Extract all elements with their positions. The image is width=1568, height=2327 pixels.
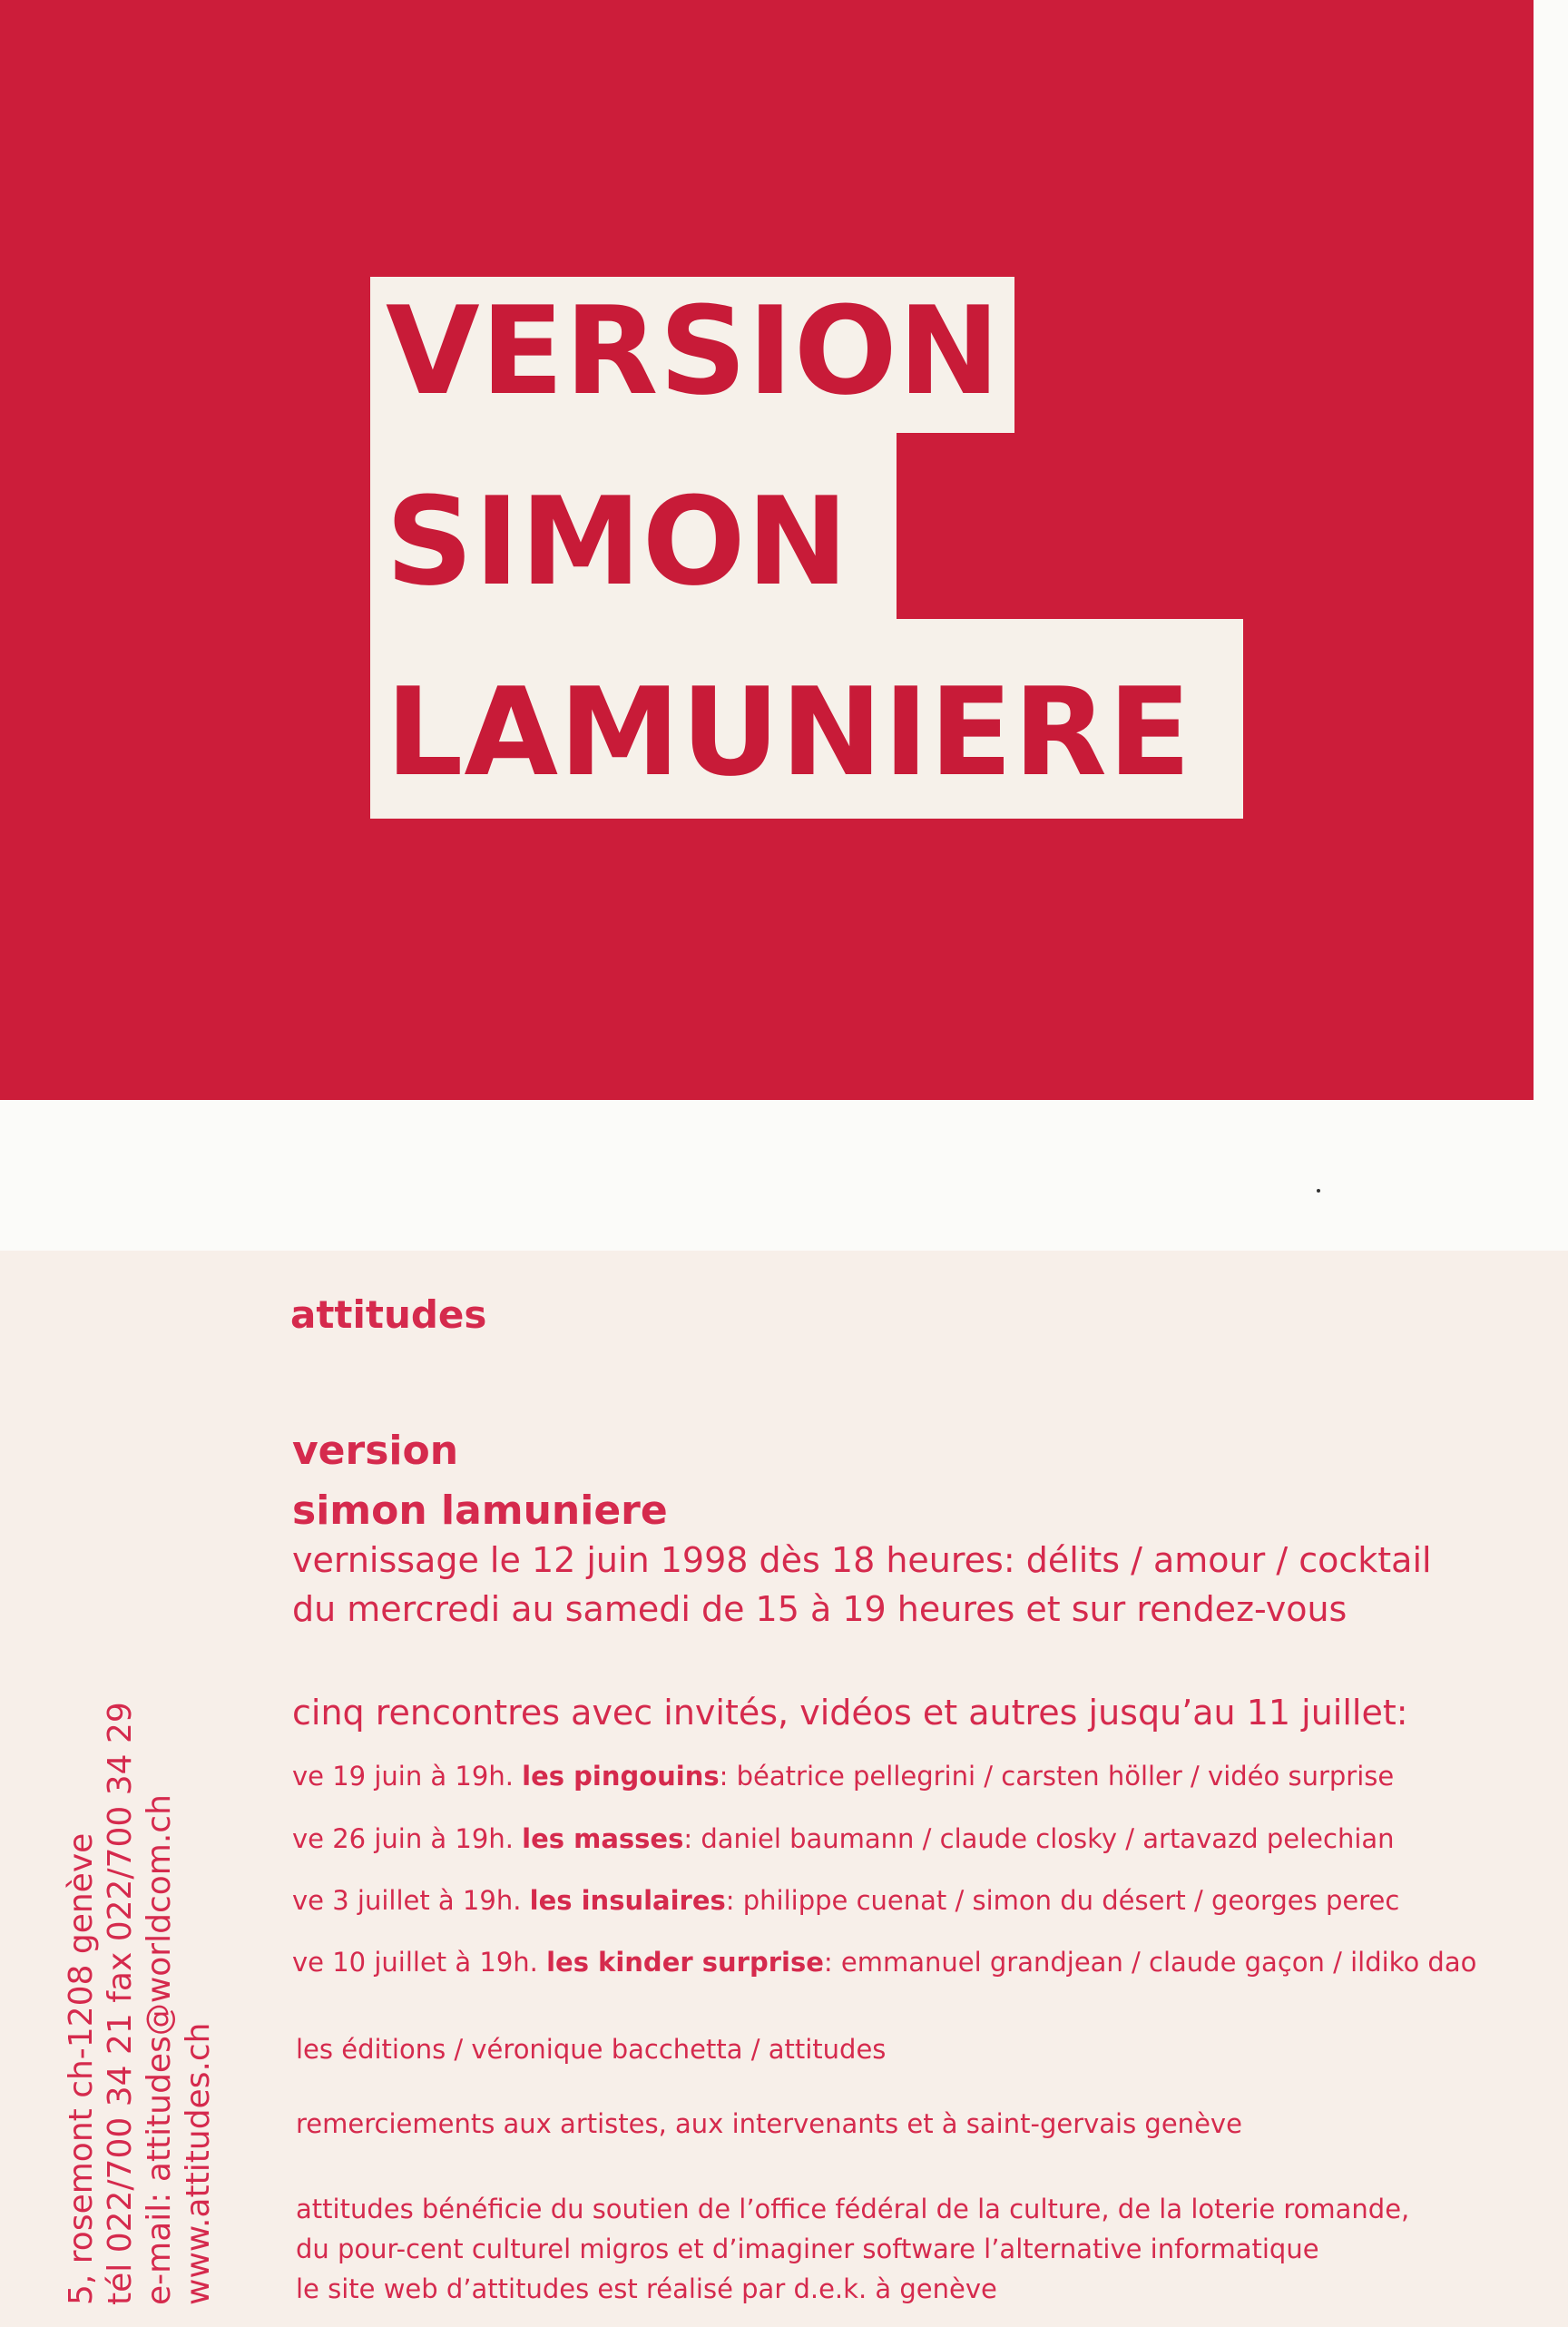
invitation-card — [0, 1251, 1568, 2327]
address-website: www.attitudes.ch — [180, 2022, 217, 2305]
address-street: 5, rosemont ch-1208 genève — [63, 1832, 100, 2305]
event-date: ve 26 juin à 19h. — [292, 1823, 514, 1854]
support-line: le site web d’attitudes est réalisé par d.e.k. à genève — [296, 2273, 997, 2304]
event-item — [292, 1823, 1395, 1854]
event-theme: les masses — [522, 1823, 684, 1854]
event-date: ve 10 juillet à 19h. — [292, 1947, 538, 1978]
event-guests: : béatrice pellegrini / carsten höller / vidéo surprise — [719, 1761, 1395, 1792]
editions-credit: les éditions / véronique bacchetta / attitudes — [296, 2034, 887, 2065]
event-date: ve 19 juin à 19h. — [292, 1761, 514, 1792]
exhibit-title-line: simon lamuniere — [292, 1488, 668, 1534]
publisher-name: attitudes — [290, 1292, 487, 1337]
event-guests: : emmanuel grandjean / claude gaçon / ildiko dao — [823, 1947, 1477, 1978]
event-guests: : daniel baumann / claude closky / artavazd pelechian — [683, 1823, 1395, 1854]
exhibit-title-line: version — [292, 1428, 459, 1474]
event-item — [292, 1949, 1476, 1976]
event-theme: les kinder surprise — [546, 1947, 824, 1978]
event-theme: les pingouins — [522, 1761, 720, 1792]
opening-info: vernissage le 12 juin 1998 dès 18 heures: délits / amour / cocktail — [292, 1540, 1432, 1580]
event-guests: : philippe cuenat / simon du désert / georges perec — [725, 1885, 1400, 1916]
title-line: LAMUNIERE — [386, 662, 1192, 803]
title-block — [0, 0, 1534, 1100]
exhibit-title — [292, 1421, 668, 1541]
event-item — [292, 1763, 1394, 1790]
front-card — [0, 0, 1534, 1100]
series-intro: cinq rencontres avec invités, vidéos et autres jusqu’au 11 juillet: — [292, 1693, 1408, 1733]
thanks-note: remerciements aux artistes, aux intervenants et à saint-gervais genève — [296, 2108, 1242, 2139]
event-theme: les insulaires — [529, 1885, 726, 1916]
support-line: attitudes bénéficie du soutien de l’office fédéral de la culture, de la loterie romande, — [296, 2194, 1410, 2224]
address-block — [54, 1398, 236, 2305]
support-line: du pour-cent culturel migros et d’imaginer software l’alternative informatique — [296, 2234, 1319, 2264]
title-line: SIMON — [386, 471, 849, 613]
dust-mark — [1317, 1189, 1320, 1193]
address-phone: tél 022/700 34 21 fax 022/700 34 29 — [102, 1702, 139, 2305]
opening-hours: du mercredi au samedi de 15 à 19 heures et sur rendez-vous — [292, 1589, 1348, 1629]
event-date: ve 3 juillet à 19h. — [292, 1885, 522, 1916]
event-item — [292, 1885, 1400, 1916]
title-line: VERSION — [386, 280, 1001, 422]
address-email: e-mail: attitudes@worldcom.ch — [141, 1794, 178, 2305]
support-note — [296, 2189, 1409, 2309]
